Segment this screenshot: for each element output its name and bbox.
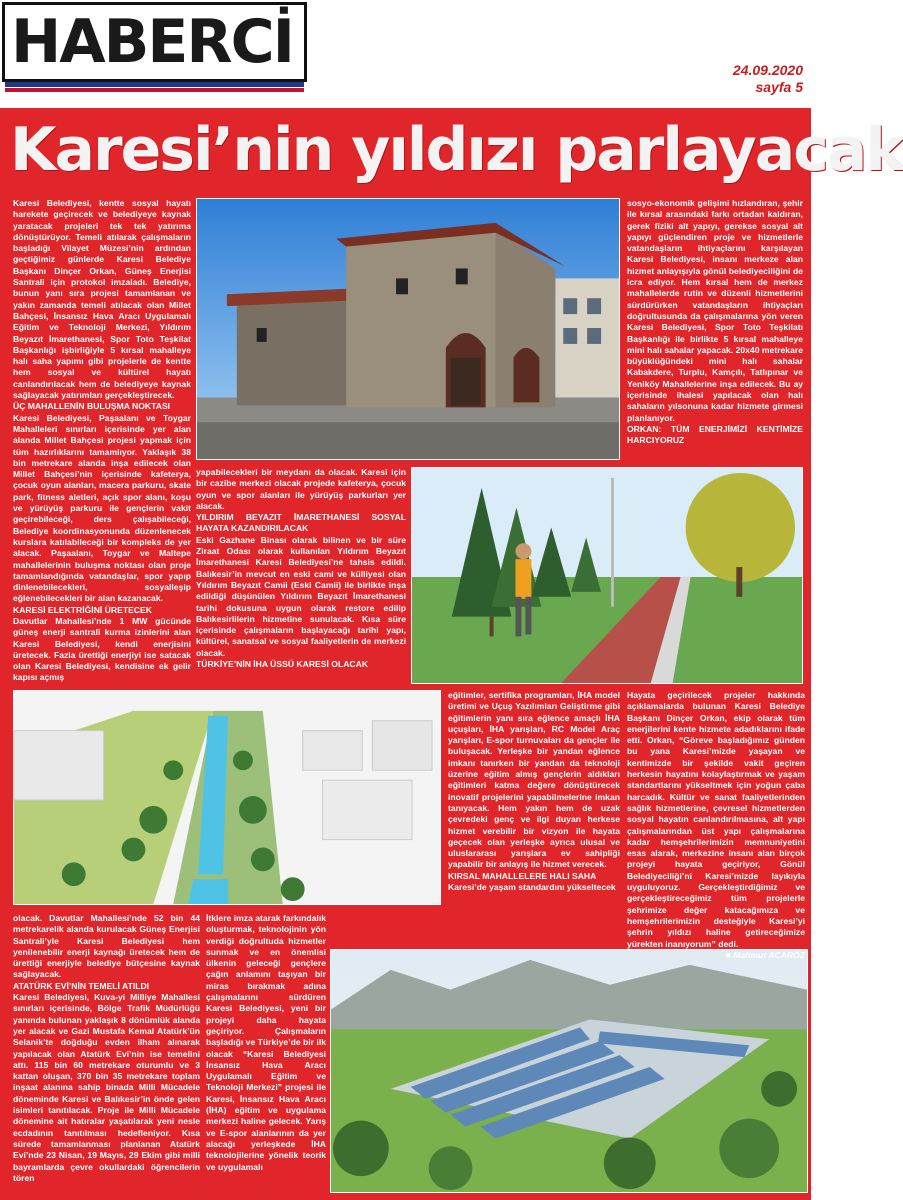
paragraph: eğitimler, sertifika programları, İHA model üretimi ve Uçuş Yazılımları Geliştirme gibi eğitimlerin yanı sıra eğlence amaçlı İHA uçuşları, İHA yarışları, RC Model Araç yarışları, E-spor turnuvaları da gençler ile buluşacak. Yerleşke bir yandan eğlence imkanı tanırken bir yandan da teknoloji üzerine eğitim almış gençlerin aldıkları eğitimleri katma değere dönüştürecek inovatif projelerini yapabilmelerine imkan tanıyacak. Hem yakın hem de uzak çevredeki genç ve ilgi duyan herkese hizmet verebilir bir vizyon ile hayata geçecek olan yerleşke ayrıca ulusal ve uluslararası yarışlara ev sahipliği yapabilir bir anlayış ile hizmet verecek. xyxy=(448,690,620,870)
byline: ■ Mahmut ACARÖZ xyxy=(725,949,805,960)
subheading: KARESİ ELEKTRİĞİNİ ÜRETECEK xyxy=(13,604,152,615)
logo-underline-red xyxy=(5,88,304,92)
photo-solar-power-plant xyxy=(330,949,808,1193)
photo-millet-bahcesi-jogger xyxy=(411,467,803,684)
article-headline: Karesi’nin yıldızı parlayacak xyxy=(10,115,903,185)
article-column-5 xyxy=(627,690,805,960)
subheading: YILDIRIM BEYAZIT İMARETHANESİ SOSYAL HAYATA KAZANDIRILACAK xyxy=(196,512,406,534)
subheading: KIRSAL MAHALLELERE HALI SAHA xyxy=(448,870,597,881)
article-column-3 xyxy=(196,467,406,685)
page-number: sayfa 5 xyxy=(755,79,803,95)
article-column-2 xyxy=(627,198,803,460)
paragraph: Hayata geçirilecek projeler hakkında açıklamalarda bulunan Karesi Belediye Başkanı Dinçer Orkan, ekip olarak tüm enerjilerini kente hizmete adadıklarını ifade etti. Orkan, “Göreve başladığımız günden bu yana Karesi’mizde yaşayan ve kentimizde bir şekilde vakit geçiren herkesin hayatını kolaylaştırmak ve yaşam standartlarını yükseltmek için yoğun çaba harcadık. Kültür ve sanat faaliyetlerinden sağlık hizmetlerine, çevresel hizmetlerden sosyal hayatın canlandırılmasına, alt yapı çalışmalarından üst yapı çalışmalarına kadar hemşehrilerimizin memnuniyetini esas alarak, merkezine insanı alan birçok projeyi hayata geçiriyor, Gönül Belediyeciliği’ni Karesi’mizde layıkıyla uyguluyoruz. Gerçekleştirdiğimiz ve gerçekleştireceğimiz tüm projelerle şehrimize değer katacağımıza ve hemşehrilerimizin desteğiyle Karesi’yi şehrin yıldızı haline getireceğimize yürekten inanıyorum” dedi. xyxy=(627,690,805,949)
issue-date: 24.09.2020 xyxy=(732,62,803,78)
newspaper-logo xyxy=(2,2,307,82)
article-column-1 xyxy=(13,198,191,686)
paragraph: Karesi Belediyesi, kentte sosyal hayatı harekete geçirecek ve belediyeye kaynak yaratacak projeleri tek tek yatırıma dönüştürüyor. Temeli atılarak çalışmaların başladığı Vilayet Müzesi’nin ardından geçtiğimiz günlerde Karesi Belediye Başkanı Dinçer Orkan, Güneş Enerjisi Santrali için protokol imzaladı. Belediye, bunun yanı sıra projesi tamamlanan ve yakın zamanda temeli atılacak olan Millet Bahçesi, İnsansız Hava Aracı Uygulamalı Eğitim ve Teknoloji Merkezi, Yıldırım Beyazıt İmarethanesi, Spor Toto Teşkilat Başkanlığı işbirliğiyle 5 kırsal mahalleye halı saha yapımı gibi projelerle de kentte hem sosyal ve kültürel hayatı canlandırılacak hem de belediyeye kaynak sağlayacak yatırımları gerçekleştirecek. xyxy=(13,198,191,401)
logo-text: HABERCİ xyxy=(11,7,293,77)
paragraph: Davutlar Mahallesi’nde 1 MW gücünde güneş enerji santrali kurma izinlerini alan Karesi Belediyesi, kendi enerjisini üretecek. Fazla ürettiği enerjiyi ise satacak olan Karesi Belediyesi, kendisine ek gelir kapısı açmış xyxy=(13,615,191,683)
subheading: TÜRKİYE’NİN İHA ÜSSÜ KARESİ OLACAK xyxy=(196,659,369,670)
article-column-4 xyxy=(448,690,620,935)
paragraph: olacak. Davutlar Mahallesi’nde 52 bin 44 metrekarelik alanda kurulacak Güneş Enerjisi Santrali’yle Karesi Belediyesi hem yenilenebilir enerji kaynağı üretecek hem de ürettiği enerjiyle belediye bütçesine kaynak sağlayacak. xyxy=(13,913,200,980)
paragraph: Karesi’de yaşam standardını yükseltecek xyxy=(448,882,616,893)
subheading: ATATÜRK EVİ’NİN TEMELİ ATILDI xyxy=(13,980,150,991)
paragraph: İtklere imza atarak farkındalık oluşturmak, teknolojinin yön verdiği doğrultuda hizmetler sunmak ve en önemlisi ülkenin geleceği gençlere çağın anlamını taşıyan bir miras bırakmak adına çalışmalarını sürdüren Karesi Belediyesi, yeni bir projeyi daha hayata geçiriyor. Çalışmaların başladığı ve Türkiye’de bir ilk olacak “Karesi Belediyesi İnsansız Hava Aracı Uygulamalı Eğitim ve Teknoloji Merkezi” projesi ile Karesi, İnsansız Hava Aracı (İHA) eğitim ve uygulama merkezi haline gelecek. Yarış ve E-spor alanlarının da yer alacağı yerleşkede İHA teknolojilerine yönelik teorik ve uygulamalı xyxy=(206,913,326,1172)
subheading: ORKAN: TÜM ENERJİMİZİ KENTİMİZE HARCIYORUZ xyxy=(627,423,803,446)
article-column-7 xyxy=(206,913,326,1195)
paragraph: Eski Gazhane Binası olarak bilinen ve bir süre Ziraat Odası olarak kullanılan Yıldırım Beyazıt İmarethanesi Karesi Belediyesi’ne tahsis edildi. Balıkesir’in mevcut en eski cami ve külliyesi olan Yıldırım Beyazıt Camii (Eski Camii) ile birlikte inşa edildiği düşünülen Yıldırım Beyazıt İmarethanesi tarihi dokusuna uygun olarak restore edilip Balıkesirlilerin hizmetine sunulacak. Kısa süre içerisinde çalışmaların başlayacağı tarihi yapı, kültürel, sanatsal ve sosyal faaliyetlerin de merkezi olacak. xyxy=(196,534,406,658)
photo-aerial-park-render xyxy=(13,690,441,905)
subheading: ÜÇ MAHALLENİN BULUŞMA NOKTASI xyxy=(13,401,171,412)
article-column-6 xyxy=(13,913,200,1195)
paragraph: Karesi Belediyesi, Kuva-yi Milliye Mahallesi sınırları içerisinde, Bölge Trafik Müdürlüğü yanında bulunan yaklaşık 8 dönümlük alanda yer alacak ve Gazi Mustafa Kemal Atatürk’ün Selanik’te doğduğu evden ilham alınarak yapılacak olan Atatürk Evi’nin ise temelini attı. 115 bin 60 metrekare oturumlu ve 3 kattan oluşan, 370 bin 35 metrekare toplam inşaat alanına sahip binada Milli Mücadele döneminde Karesi ve Balıkesir’in önde gelen isimleri tanıtılacak. Proje ile Milli Mücadele dönemine ait hatıralar yaşatılarak yeni nesle ecdadının tanıtılması hedefleniyor. Kısa sürede tamamlanması planlanan Atatürk Evi’nde 23 Nisan, 19 Mayıs, 29 Ekim gibi milli bayramlarda çevre okullardaki öğrencilerin tören xyxy=(13,992,200,1183)
date-block xyxy=(733,62,803,96)
photo-imarethane-building xyxy=(196,198,620,460)
paragraph: yapabilecekleri bir meydanı da olacak. Karesi için bir cazibe merkezi olacak projede kafeterya, çocuk oyun ve spor alanları ile yürüyüş parkurları yer alacak. xyxy=(196,467,406,511)
paragraph: Karesi Belediyesi, Paşaalanı ve Toygar Mahalleleri sınırları içerisinde yer alan alanda Millet Bahçesi projesi yapmak için tüm hazırlıklarını tamamlıyor. Yaklaşık 38 bin metrekare alanda inşa edilecek olan Millet Bahçesi’nin içerisinde kafeterya, çocuk oyun alanları, macera parkuru, skate park, fitness aletleri, açık spor alanı, koşu ve yürüyüş parkuru ile gençlerin vakit geçirebileceği, ders çalışabileceği, Belediye koordinasyonunda düzenlenecek kurslara katılabileceği bir kompleks de yer alacak. Paşaalanı, Toygar ve Maltepe mahallelerinin buluşma noktası olan proje tamamlandığında vatandaşlar, spor yapıp dinlenebilecekleri, sosyalleşip eğlenebilecekleri bir alan kazanacak. xyxy=(13,412,191,604)
paragraph: sosyo-ekonomik gelişimi hızlandıran, şehir ile kırsal arasındaki farkı ortadan kaldıran, gerek fiziki alt yapıyı, gerekse sosyal alt yapıyı güçlendiren proje ve hizmetlerle vatandaşların ihtiyaçlarını karşılayan Karesi Belediyesi, insanı merkeze alan hizmet anlayışıyla gönül belediyeciliğini de icra ediyor. Hem kırsal hem de merkez mahallelerde rutin ve düzenli hizmetlerini sürdürürken vatandaşların ihtiyaçları doğrultusunda da çalışmalarına yön veren Karesi Belediyesi, Spor Toto Teşkilatı Başkanlığı ile birlikte 5 kırsal mahalleye mini halı sahalar yapacak. 20x40 metrekare büyüklüğündeki mini halı sahalar Kabakdere, Turplu, Kamçılı, Tatlıpınar ve Yeniköy Mahallelerine inşa edilecek. Bu ay içerisinde ihalesi yapılacak olan halı sahaların yılsonuna kadar hizmete girmesi planlanıyor. xyxy=(627,198,803,423)
logo-underline xyxy=(5,82,304,87)
